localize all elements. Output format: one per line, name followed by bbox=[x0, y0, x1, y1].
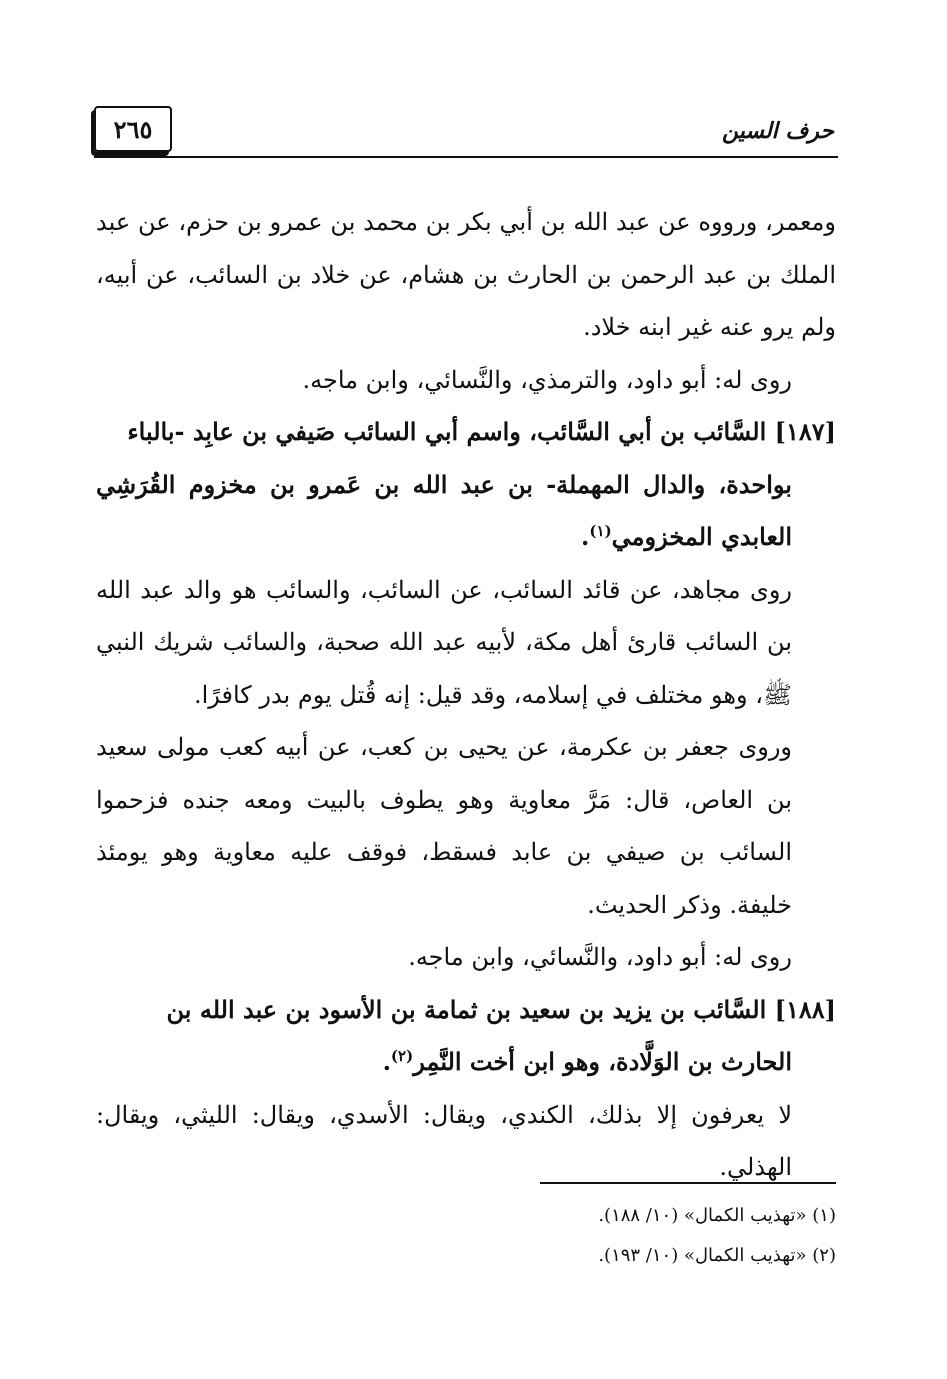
entry-188-text: الحارث بن الوَلَّادة، وهو ابن أخت النَّمِر bbox=[413, 1047, 792, 1076]
page-number-box bbox=[94, 106, 172, 152]
footnote-separator bbox=[540, 1182, 836, 1184]
page-body bbox=[96, 196, 836, 1194]
paragraph-4: وروى جعفر بن عكرمة، عن يحيى بن كعب، عن أبيه كعب مولى سعيد بن العاص، قال: مَرَّ معاوية وهو يطوف بالبيت ومعه جنده فزحموا السائب بن صيفي بن عابد فسقط، فوقف عليه معاوية وهو يومئذ خليفة. وذكر الحديث. bbox=[96, 733, 793, 919]
entry-187-heading: [١٨٧] السَّائب بن أبي السَّائب، واسم أبي السائب صَيفي بن عابِد -بالباء bbox=[127, 417, 836, 446]
paragraph-3: روى مجاهد، عن قائد السائب، عن السائب، والسائب هو والد عبد الله بن السائب قارئ أهل مكة، لأبيه عبد الله صحبة، والسائب شريك النبي ﷺ، وهو مختلف في إسلامه، وقد قيل: إنه قُتل يوم بدر كافرًا. bbox=[96, 575, 792, 709]
paragraph-2: روى له: أبو داود، والترمذي، والنَّسائي، وابن ماجه. bbox=[302, 365, 792, 394]
running-title: حرف السين bbox=[721, 118, 834, 144]
page-header bbox=[94, 100, 838, 160]
paragraph-5: روى له: أبو داود، والنَّسائي، وابن ماجه. bbox=[408, 943, 792, 971]
page-number: ٢٦٥ bbox=[113, 114, 153, 144]
header-rule bbox=[94, 156, 838, 158]
entry-187-text: بواحدة، والدال المهملة- بن عبد الله بن عَمرو بن مخزوم القُرَشِي العابدي المخزومي bbox=[96, 469, 792, 551]
footnotes bbox=[336, 1196, 836, 1276]
footnote-1: (١) «تهذيب الكمال» (١٠/ ١٨٨). bbox=[598, 1205, 836, 1226]
footnote-ref-1: (١) bbox=[589, 522, 612, 540]
entry-188-heading: [١٨٨] السَّائب بن يزيد بن سعيد بن ثمامة بن الأسود بن عبد الله بن bbox=[166, 994, 836, 1024]
entry-188-continuation: الحارث بن الوَلَّادة، وهو ابن أخت النَّمِر$^{(٢)}$. bbox=[382, 1047, 792, 1076]
entry-187-continuation: بواحدة، والدال المهملة- بن عبد الله بن عَمرو بن مخزوم القُرَشِي العابدي المخزومي$^{(١)}$. bbox=[96, 469, 792, 551]
footnote-ref-2: (٢) bbox=[390, 1047, 414, 1065]
paragraph-6: لا يعرفون إلا بذلك، الكندي، ويقال: الأسدي، ويقال: الليثي، ويقال: الهذلي. bbox=[96, 1100, 792, 1181]
paragraph-1: ومعمر، ورووه عن عبد الله بن أبي بكر بن محمد بن عمرو بن حزم، عن عبد الملك بن عبد الرحمن بن الحارث بن هشام، عن خلاد بن السائب، عن أبيه، ولم يرو عنه غير ابنه خلاد. bbox=[96, 208, 836, 341]
footnote-2: (٢) «تهذيب الكمال» (١٠/ ١٩٣). bbox=[598, 1245, 836, 1266]
